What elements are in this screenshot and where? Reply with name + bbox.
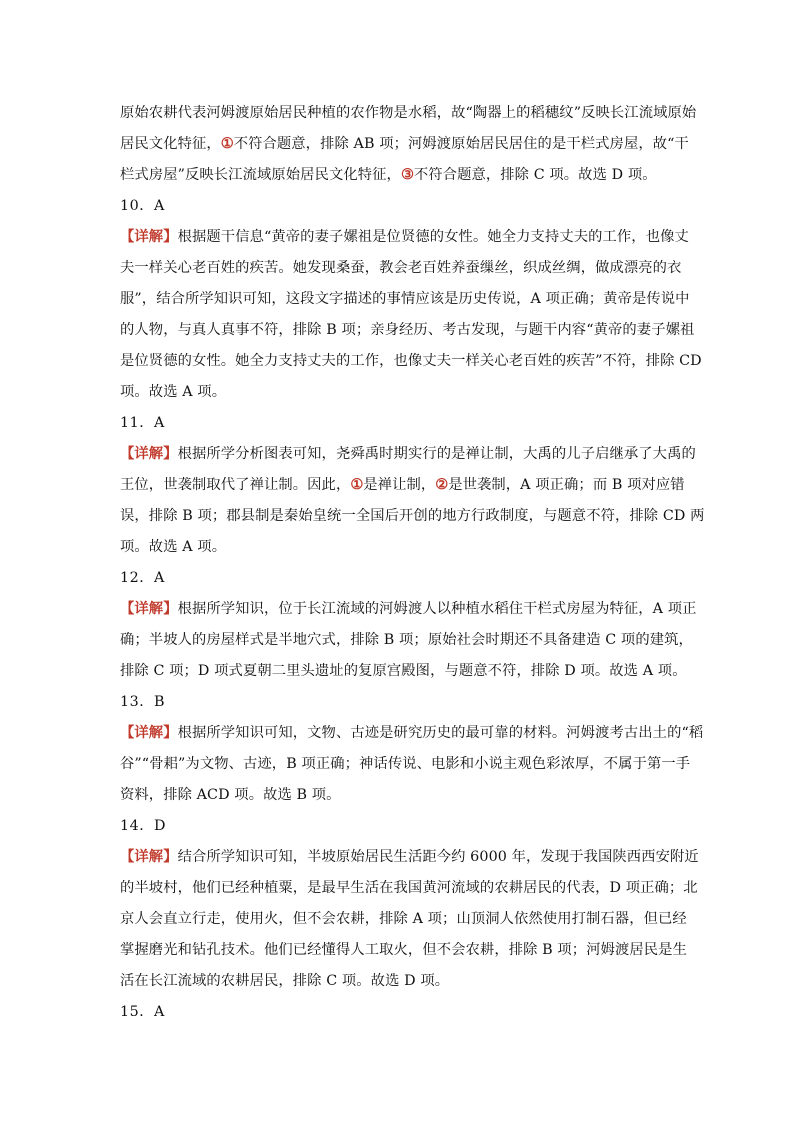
question-block-10 [120, 191, 702, 408]
explanation-text: 根据题干信息“黄帝的妻子嫘祖是位贤德的女性。她全力支持丈夫的工作，也像丈 [177, 229, 689, 245]
circled-numeral: ② [435, 477, 449, 493]
continuation-block [120, 98, 697, 191]
explanation-text: 结合所学知识可知，半坡原始居民生活距今约 6000 年，发现于我国陕西西安附近 [177, 849, 699, 865]
text-line: 排除 C 项；D 项式夏朝二里头遗址的复原宫殿图，与题意不符，排除 D 项。故选 A 项。 [120, 663, 687, 679]
circled-numeral: ③ [400, 167, 414, 183]
question-number: 12．A [120, 570, 165, 586]
text-line: 是位贤德的女性。她全力支持丈夫的工作，也像丈夫一样关心老百姓的疾苦”不符，排除 CD [120, 353, 702, 369]
text-line: 的半坡村，他们已经种植粟，是最早生活在我国黄河流域的农耕居民的代表，D 项正确；北 [120, 880, 698, 896]
explanation-tag: 【详解】 [120, 446, 178, 462]
text-line [120, 439, 696, 470]
document-page [120, 98, 705, 1028]
text-line: 栏式房屋”反映长江流域原始居民文化特征，③不符合题意，排除 C 项。故选 D 项。 [120, 167, 657, 183]
text-line [120, 842, 699, 873]
text-line: 掌握磨光和钻孔技术。他们已经懂得人工取火，但不会农耕，排除 B 项；河姆渡居民是生 [120, 942, 687, 958]
text-line [120, 594, 697, 625]
text-line: 项。故选 A 项。 [120, 539, 227, 555]
question-block-14 [120, 811, 699, 997]
text-line: 服”，结合所学知识可知，这段文字描述的事情应该是历史传说，A 项正确；黄帝是传说中 [120, 291, 690, 307]
question-number: 15．A [120, 1004, 165, 1020]
text-line: 项。故选 A 项。 [120, 384, 227, 400]
question-block-12 [120, 563, 697, 687]
circled-numeral: ① [350, 477, 364, 493]
text-line [120, 718, 704, 749]
text-line: 误，排除 B 项；郡县制是秦始皇统一全国后开创的地方行政制度，与题意不符，排除 CD 两 [120, 508, 705, 524]
explanation-text: 根据所学知识可知，文物、古迹是研究历史的最可靠的材料。河姆渡考古出土的“稻 [177, 725, 704, 741]
question-block-15 [120, 997, 676, 1028]
text-line [120, 222, 689, 253]
text-line: 居民文化特征，①不符合题意，排除 AB 项；河姆渡原始居民居住的是干栏式房屋，故“干 [120, 136, 689, 152]
explanation-tag: 【详解】 [120, 849, 178, 865]
question-block-13 [120, 687, 704, 811]
text-line: 原始农耕代表河姆渡原始居民种植的农作物是水稻，故“陶器上的稻穗纹”反映长江流域原始 [120, 105, 697, 121]
explanation-text: 根据所学知识，位于长江流域的河姆渡人以种植水稻住干栏式房屋为特征，A 项正 [177, 601, 697, 617]
question-number: 13．B [120, 694, 165, 710]
explanation-text: 根据所学分析图表可知，尧舜禹时期实行的是禅让制，大禹的儿子启继承了大禹的 [177, 446, 696, 462]
explanation-tag: 【详解】 [120, 229, 178, 245]
text-line: 的人物，与真人真事不符，排除 B 项；亲身经历、考古发现，与题干内容“黄帝的妻子嫘祖 [120, 322, 695, 338]
circled-numeral: ① [220, 136, 234, 152]
explanation-tag: 【详解】 [120, 601, 178, 617]
text-line: 京人会直立行走，使用火，但不会农耕，排除 A 项；山顶洞人依然使用打制石器，但已经 [120, 911, 687, 927]
text-line: 确；半坡人的房屋样式是半地穴式，排除 B 项；原始社会时期还不具备建造 C 项的建筑， [120, 632, 693, 648]
question-number: 14．D [120, 818, 166, 834]
explanation-tag: 【详解】 [120, 725, 178, 741]
question-number: 10．A [120, 198, 165, 214]
text-line: 谷”“骨耜”为文物、古迹，B 项正确；神话传说、电影和小说主观色彩浓厚，不属于第一手 [120, 756, 691, 772]
text-line: 夫一样关心老百姓的疾苦。她发现桑蚕，教会老百姓养蚕缫丝，织成丝绸，做成漂亮的衣 [120, 260, 682, 276]
question-block-11 [120, 408, 705, 563]
text-line: 王位，世袭制取代了禅让制。因此，①是禅让制，②是世袭制，A 项正确；而 B 项对应错 [120, 477, 685, 493]
text-line: 资料，排除 ACD 项。故选 B 项。 [120, 787, 341, 803]
question-number: 11．A [120, 415, 165, 431]
text-line: 活在长江流域的农耕居民，排除 C 项。故选 D 项。 [120, 973, 450, 989]
